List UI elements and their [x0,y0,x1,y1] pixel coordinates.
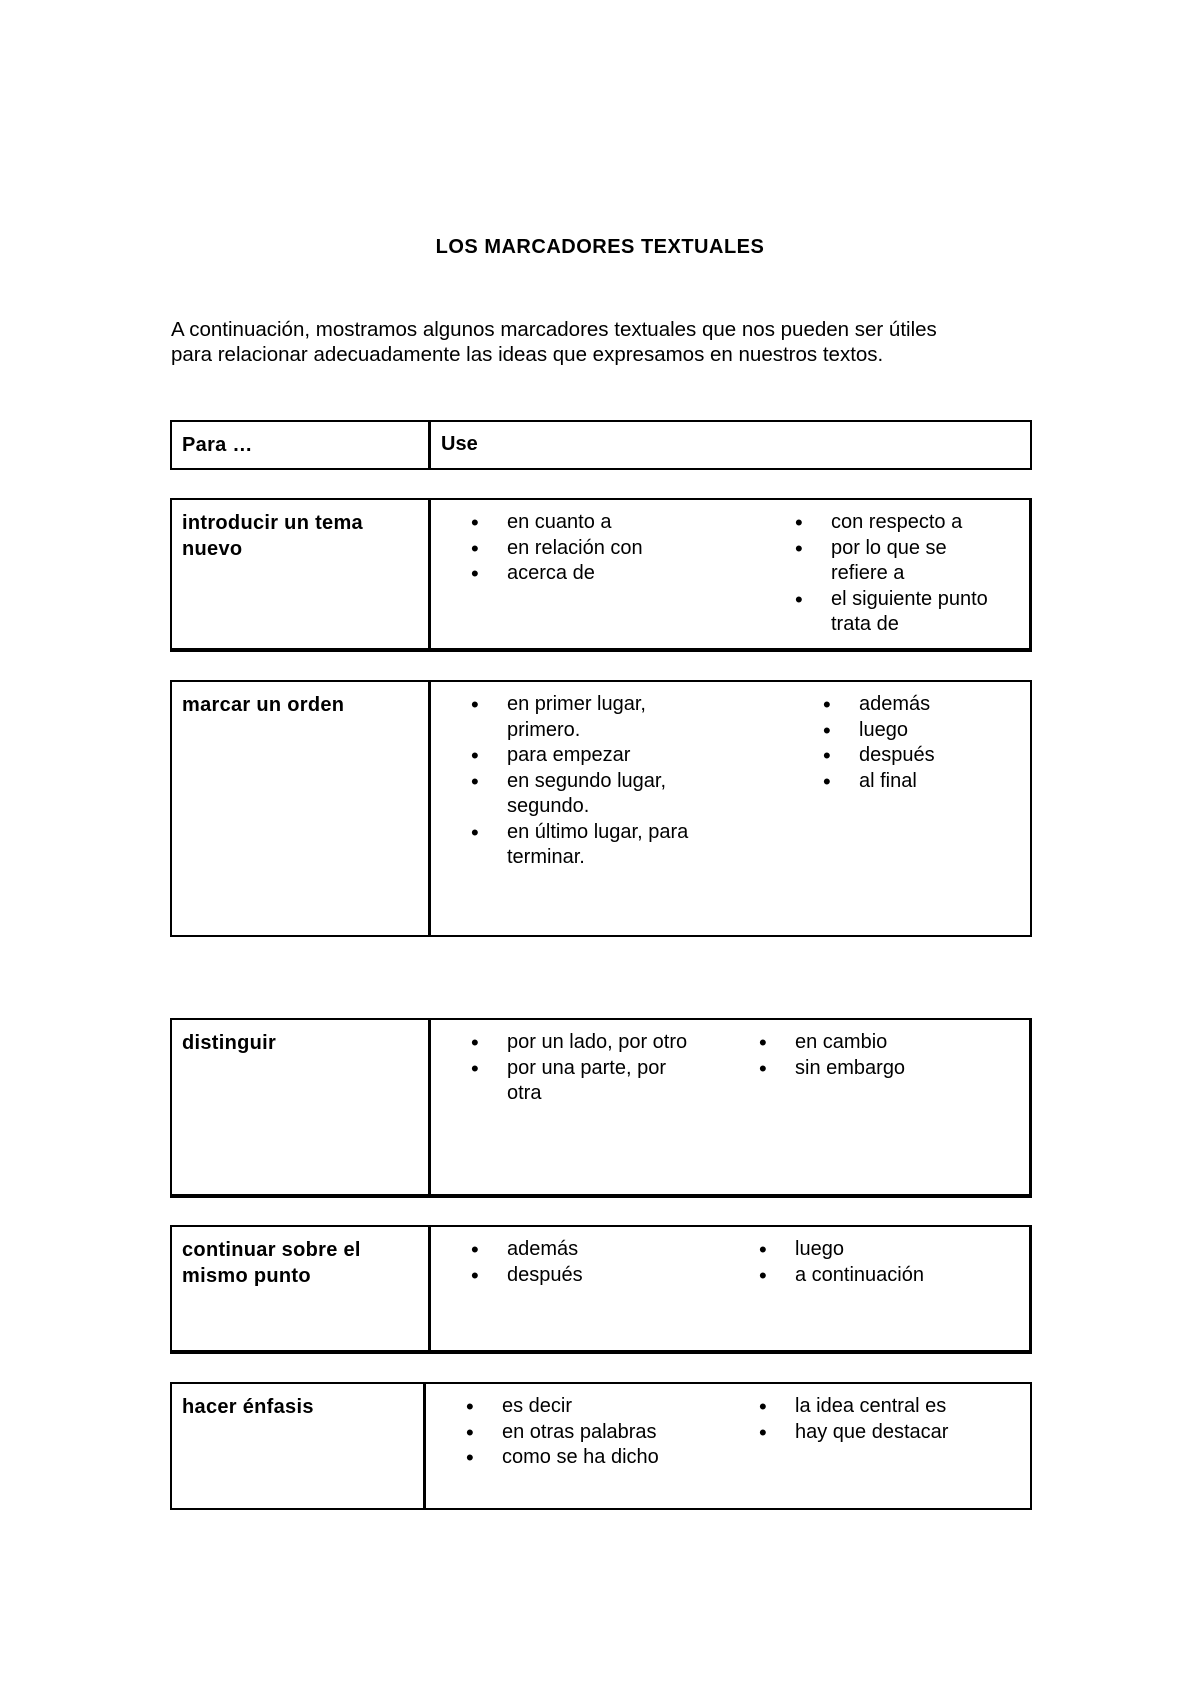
marker-item: • por lo que se refiere a [795,536,1005,587]
marker-item: • en último lugar, para terminar. [471,820,691,871]
marker-item: • por un lado, por otro [471,1030,691,1056]
marker-item: • luego [759,1237,979,1263]
marker-item: • es decir [466,1394,706,1420]
marker-item: • además [823,692,983,718]
marker-item: • hay que destacar [759,1420,999,1446]
marker-item: • al final [823,769,983,795]
marker-item: • en primer lugar, primero. [471,692,691,743]
marker-row [170,498,1032,652]
page-title: LOS MARCADORES TEXTUALES [435,236,765,258]
header-use: Use [441,433,478,455]
marker-list-right [759,1237,979,1288]
marker-item: • en otras palabras [466,1420,706,1446]
marker-item: • como se ha dicho [466,1445,706,1471]
marker-item: • acerca de [471,561,711,587]
marker-item: • para empezar [471,743,691,769]
marker-item: • luego [823,718,983,744]
marker-list-right [823,692,983,794]
row-label: continuar sobre el mismo punto [172,1227,431,1350]
marker-list-left [471,692,691,871]
row-label: distinguir [172,1020,431,1194]
row-label: hacer énfasis [172,1384,426,1508]
marker-item: • después [823,743,983,769]
header-para: Para … [172,422,431,468]
marker-list-right [759,1394,999,1445]
marker-row [170,1018,1032,1198]
marker-list-right [795,510,1005,638]
marker-item: • a continuación [759,1263,979,1289]
marker-item: • el siguiente punto trata de [795,587,1005,638]
marker-item: • en relación con [471,536,711,562]
intro-paragraph [171,317,1051,367]
intro-line: para relacionar adecuadamente las ideas que expresamos en nuestros textos. [171,343,884,366]
marker-list-right [759,1030,979,1081]
marker-item: • por una parte, por otra [471,1056,691,1107]
marker-row [170,1382,1032,1510]
intro-line: A continuación, mostramos algunos marcadores textuales que nos pueden ser útiles [171,318,937,341]
marker-item: • después [471,1263,691,1289]
marker-item: • en cambio [759,1030,979,1056]
marker-row [170,1225,1032,1354]
row-label: marcar un orden [172,682,431,935]
marker-row [170,680,1032,937]
marker-item: • la idea central es [759,1394,999,1420]
marker-item: • sin embargo [759,1056,979,1082]
table-header [170,420,1032,470]
marker-list-left [471,1237,691,1288]
marker-list-left [466,1394,706,1471]
marker-item: • con respecto a [795,510,1005,536]
marker-item: • en cuanto a [471,510,711,536]
row-label: introducir un tema nuevo [172,500,431,648]
marker-item: • en segundo lugar, segundo. [471,769,691,820]
marker-item: • además [471,1237,691,1263]
marker-list-left [471,510,711,587]
marker-list-left [471,1030,691,1107]
